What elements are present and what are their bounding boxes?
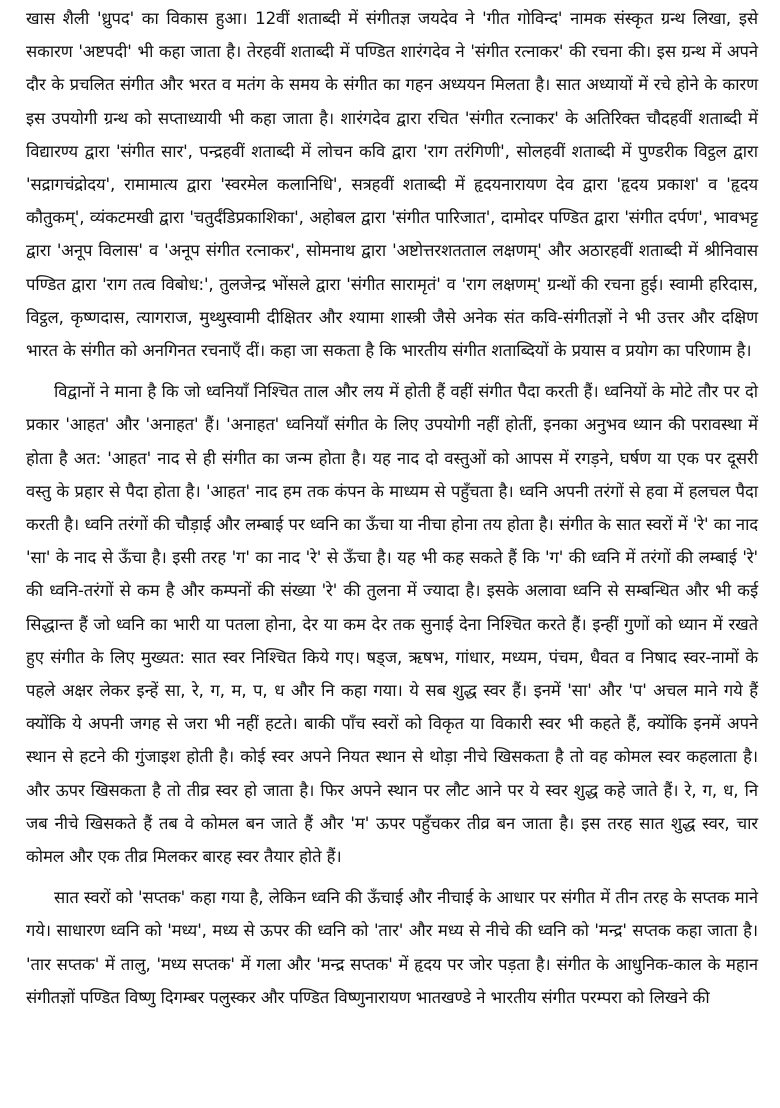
paragraph-gap xyxy=(26,367,758,375)
paragraph-music-history: खास शैली 'ध्रुपद' का विकास हुआ। 12वीं शताब्दी में संगीतज्ञ जयदेव ने 'गीत गोविन्द' नामक संस्कृत ग्रन्थ लिखा, इसे सकारण 'अष्टपदी' भी कहा जाता है। तेरहवीं शताब्दी में पण्डित शारंगदेव ने 'संगीत रत्नाकर' की रचना की। इस ग्रन्थ में अपने दौर के प्रचलित संगीत और भरत व मतंग के समय के संगीत का गहन अध्ययन मिलता है। सात अध्यायों में रचे होने के कारण इस उपयोगी ग्रन्थ को सप्ताध्यायी भी कहा जाता है। शारंगदेव द्वारा रचित 'संगीत रत्नाकर' के अतिरिक्त चौदहवीं शताब्दी में विद्यारण्य द्वारा 'संगीत सार', पन्द्रहवीं शताब्दी में लोचन कवि द्वारा 'राग तरंगिणी', सोलहवीं शताब्दी में पुण्डरीक विट्ठल द्वारा 'सद्रागचंद्रोदय', रामामात्य द्वारा 'स्वरमेल कलानिधि', सत्रहवीं शताब्दी में हृदयनारायण देव द्वारा 'हृदय प्रकाश' व 'हृदय कौतुकम्', व्यंकटमखी द्वारा 'चतुर्दंडिप्रकाशिका', अहोबल द्वारा 'संगीत पारिजात', दामोदर पण्डित द्वारा 'संगीत दर्पण', भावभट्ट द्वारा 'अनूप विलास' व 'अनूप संगीत रत्नाकर', सोमनाथ द्वारा 'अष्टोत्तरशतताल लक्षणम्' और अठारहवीं शताब्दी में श्रीनिवास पण्डित द्वारा 'राग तत्व विबोध:', तुलजेन्द्र भोंसले द्वारा 'संगीत सारामृतं' व 'राग लक्षणम्' ग्रन्थों की रचना हुई। स्वामी हरिदास, विट्ठल, कृष्णदास, त्यागराज, मुथ्थुस्वामी दीक्षितर और श्यामा शास्त्री जैसे अनेक संत कवि-संगीतज्ञों ने भी उत्तर और दक्षिण भारत के संगीत को अनगिनत रचनाएँ दीं। कहा जा सकता है कि भारतीय संगीत शताब्दियों के प्रयास व प्रयोग का परिणाम है। xyxy=(26,9,758,361)
paragraph-saptak: सात स्वरों को 'सप्तक' कहा गया है, लेकिन ध्वनि की ऊँचाई और नीचाई के आधार पर संगीत में तीन तरह के सप्तक माने गये। साधारण ध्वनि को 'मध्य', मध्य से ऊपर की ध्वनि को 'तार' और मध्य से नीचे की ध्वनि को 'मन्द्र' सप्तक कहा जाता है। 'तार सप्तक' में तालु, 'मध्य सप्तक' में गला और 'मन्द्र सप्तक' में हृदय पर जोर पड़ता है। संगीत के आधुनिक-काल के महान संगीतज्ञों पण्डित विष्णु दिगम्बर पलुस्कर और पण्डित विष्णुनारायण भातखण्डे ने भारतीय संगीत परम्परा को लिखने की xyxy=(26,888,758,1007)
paragraph-sound-theory: विद्वानों ने माना है कि जो ध्वनियाँ निश्चित ताल और लय में होती हैं वहीं संगीत पैदा करती हैं। ध्वनियों के मोटे तौर पर दो प्रकार 'आहत' और 'अनाहत' हैं। 'अनाहत' ध्वनियाँ संगीत के लिए उपयोगी नहीं होतीं, इनका अनुभव ध्यान की परावस्था में होता है अत: 'आहत' नाद से ही संगीत का जन्म होता है। यह नाद दो वस्तुओं को आपस में रगड़ने, घर्षण या एक पर दूसरी वस्तु के प्रहार से पैदा होता है। 'आहत' नाद हम तक कंपन के माध्यम से पहुँचता है। ध्वनि अपनी तरंगों से हवा में हलचल पैदा करती है। ध्वनि तरंगों की चौड़ाई और लम्बाई पर ध्वनि का ऊँचा या नीचा होना तय होता है। संगीत के सात स्वरों में 'रे' का नाद 'सा' के नाद से ऊँचा है। इसी तरह 'ग' का नाद 'रे' से ऊँचा है। यह भी कह सकते हैं कि 'ग' की ध्वनि में तरंगों की लम्बाई 'रे' की ध्वनि-तरंगों से कम है और कम्पनों की संख्या 'रे' की तुलना में ज्यादा है। इसके अलावा ध्वनि से सम्बन्धित और भी कई सिद्धान्त हैं जो ध्वनि का भारी या पतला होना, देर या कम देर तक सुनाई देना निश्चित करते हैं। इन्हीं गुणों को ध्यान में रखते हुए संगीत के लिए मुख्यत: सात स्वर निश्चित किये गए। षड्ज, ऋषभ, गांधार, मध्यम, पंचम, धैवत व निषाद स्वर-नामों के पहले अक्षर लेकर इन्हें सा, रे, ग, म, प, ध और नि कहा गया। ये सब शुद्ध स्वर हैं। इनमें 'सा' और 'प' अचल माने गये हैं क्योंकि ये अपनी जगह से जरा भी नहीं हटते। बाकी पाँच स्वरों को विकृत या विकारी स्वर भी कहते हैं, क्योंकि इनमें अपने स्थान से हटने की गुंजाइश होती है। कोई स्वर अपने नियत स्थान से थोड़ा नीचे खिसकता है तो वह कोमल स्वर कहलाता है। और ऊपर खिसकता है तो तीव्र स्वर हो जाता है। फिर अपने स्थान पर लौट आने पर ये स्वर शुद्ध कहे जाते हैं। रे, ग, ध, नि जब नीचे खिसकते हैं तब वे कोमल बन जाते हैं और 'म' ऊपर पहुँचकर तीव्र बन जाता है। इस तरह सात शुद्ध स्वर, चार कोमल और एक तीव्र मिलकर बारह स्वर तैयार होते हैं। xyxy=(26,382,759,867)
paragraph-gap xyxy=(26,873,758,881)
